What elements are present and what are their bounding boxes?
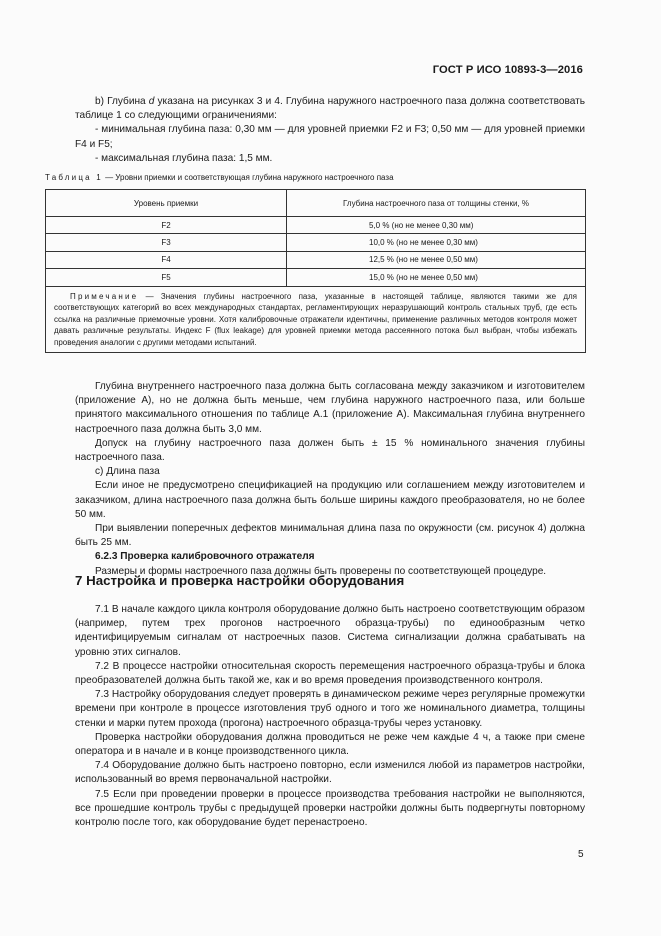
intro-block	[75, 95, 585, 166]
table-row	[46, 251, 586, 268]
table-note-row	[46, 286, 586, 353]
subsection-heading: 6.2.3 Проверка калибровочного отражателя	[95, 551, 315, 563]
paragraph: 7.3 Настройку оборудования следует проверять в динамическом режиме через регулярные промежутки времени при контроле в процессе изготовления труб одного и того же номинального диаметра, толщины стенки и марки путем прохода (прогона) настроечного образца-трубы через установку.	[75, 689, 585, 729]
table-row	[46, 217, 586, 234]
depth-cell: 10,0 % (но не менее 0,30 мм)	[287, 234, 586, 251]
table-caption-text: — Уровни приемки и соответствующая глубина наружного настроечного паза	[102, 173, 394, 182]
level-cell: F5	[46, 269, 287, 286]
paragraph: с) Длина паза	[95, 466, 160, 478]
table-header-row	[46, 190, 586, 217]
paragraph: Глубина внутреннего настроечного паза должна быть согласована между заказчиком и изготовителем (приложение А), но не должна быть меньше, чем глубина наружного настроечного паза, или больше принятого максимального отношения по таблице А.1 (приложение А). Максимальная глубина внутреннего настроечного паза должна быть 3,0 мм.	[75, 381, 585, 435]
paragraph: Допуск на глубину настроечного паза должен быть ± 15 % номинального значения глубины настроечного паза.	[75, 437, 585, 464]
column-header: Глубина настроечного паза от толщины стенки, %	[287, 190, 586, 217]
section-heading: 7 Настройка и проверка настройки оборудования	[75, 573, 405, 588]
table-row	[46, 234, 586, 251]
level-cell: F4	[46, 251, 287, 268]
paragraph-b-prefix: b) Глубина	[95, 96, 149, 107]
depth-cell: 5,0 % (но не менее 0,30 мм)	[287, 217, 586, 234]
level-cell: F2	[46, 217, 287, 234]
table-note	[46, 286, 586, 353]
list-item: - минимальная глубина паза: 0,30 мм — для уровней приемки F2 и F3; 0,50 мм — для уровней приемки F4 и F5;	[75, 124, 585, 150]
page-number: 5	[578, 849, 584, 860]
table-caption-label: Таблица 1	[45, 173, 103, 182]
depth-variable: d	[148, 96, 155, 107]
depth-cell: 12,5 % (но не менее 0,50 мм)	[287, 251, 586, 268]
paragraph-b	[75, 95, 585, 123]
paragraph: Проверка настройки оборудования должна проводиться не реже чем каждые 4 ч, а также при смене оператора и в начале и в конце производственного цикла.	[75, 731, 585, 758]
paragraph: 7.2 В процессе настройки относительная скорость перемещения настроечного образца-трубы и блока преобразователей должна быть такой же, как и во время проведения производственного контроля.	[75, 660, 585, 687]
paragraph: 7.4 Оборудование должно быть настроено повторно, если изменился любой из параметров настройки, использованный во время первоначальной настройки.	[75, 760, 585, 786]
column-header: Уровень приемки	[46, 190, 287, 217]
paragraph: Размеры и формы настроечного паза должны быть проверены по соответствующей процедуре.	[95, 565, 547, 577]
level-cell: F3	[46, 234, 287, 251]
document-header: ГОСТ Р ИСО 10893-3—2016	[432, 64, 583, 76]
list-item: - максимальная глубина паза: 1,5 мм.	[95, 152, 273, 164]
paragraph: 7.1 В начале каждого цикла контроля оборудование должно быть настроено соответствующим образом (например, путем трех прогонов настроечного образца-трубы) по единообразным четко идентифицируемым сигналам от настроечных пазов. Система сигнализации должна срабатывать на уровню этих сигналов.	[75, 604, 585, 658]
paragraph-b-text: указана на рисунках 3 и 4. Глубина наружного настроечного паза должна соответствовать таблице 1 со следующими ограничениями:	[75, 96, 585, 122]
acceptance-levels-table	[45, 189, 586, 353]
body-block	[75, 380, 585, 579]
note-text: — Значения глубины настроечного паза, указанные в настоящей таблице, являются такими же для соответствующих категорий во всех международных стандартах, регламентирующих неразрушающий контроль стальных труб, где есть ссылка на различные приемочные уровни. Хотя калибровочные отражатели идентичны, применение различных методов контроля может давать различные результаты. Индекс F (flux leakage) для уровней приемки метода рассеянного потока был выбран, чтобы избежать проведения аналогии с другими методами испытаний.	[54, 291, 577, 347]
note-label: Примечание	[70, 291, 139, 301]
paragraph: Если иное не предусмотрено спецификацией на продукцию или соглашением между изготовителем и заказчиком, длина настроечного паза должна быть больше ширины каждого преобразователя, но не более 50 мм.	[75, 480, 585, 520]
paragraph: 7.5 Если при проведении проверки в процессе производства требования настройки не выполняются, все прошедшие контроль трубы с предыдущей проверки настройки должны быть подвергнуты повторному контролю после того, как оборудование будет перенастроено.	[75, 788, 585, 829]
paragraph: При выявлении поперечных дефектов минимальная длина паза по окружности (см. рисунок 4) должна быть 25 мм.	[75, 523, 585, 549]
table-row	[46, 269, 586, 286]
section7-block	[75, 603, 585, 830]
depth-cell: 15,0 % (но не менее 0,50 мм)	[287, 269, 586, 286]
table-caption	[45, 173, 394, 182]
